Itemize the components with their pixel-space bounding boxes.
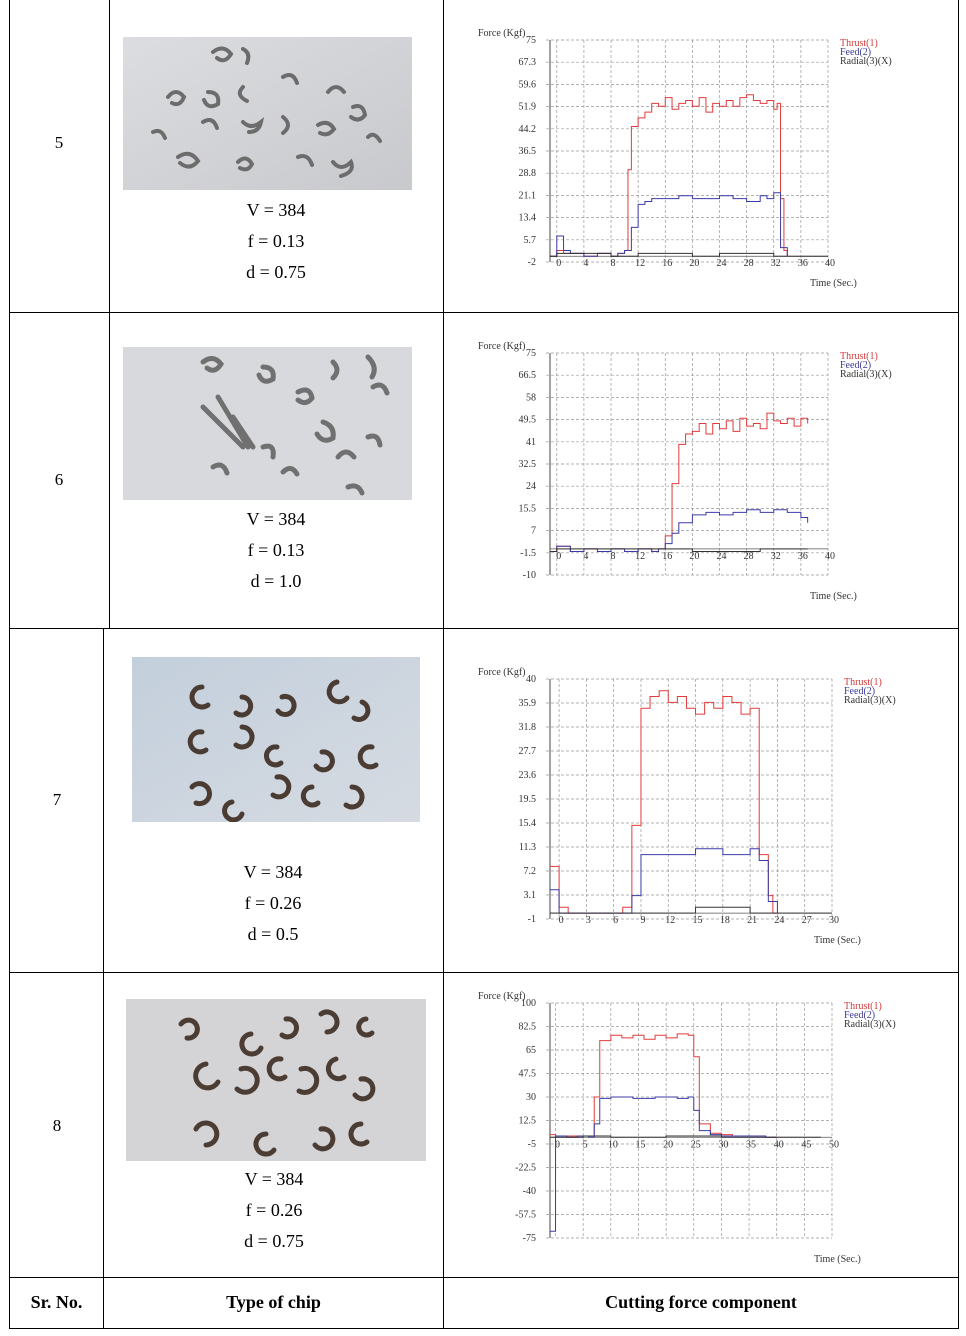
x-tick-label: 18 [719,915,730,927]
y-tick-label: 13.4 [518,212,536,224]
param-depth: d = 0.5 [247,924,299,944]
y-tick-label: 15.5 [518,503,536,515]
chart-svg [478,983,948,1268]
x-tick-label: 15 [692,915,703,927]
chip-photo [123,347,412,500]
chip-photo-image [123,347,412,500]
chart-svg [478,657,948,952]
y-tick-label: -1.5 [520,547,536,559]
col-divider-2 [443,0,444,1328]
y-tick-label: 21.1 [518,190,536,202]
x-tick-label: 6 [613,915,619,927]
cutting-params [173,857,373,950]
x-tick-label: 24 [774,915,785,927]
x-tick-label: 30 [718,1139,729,1151]
y-tick-label: 40 [526,674,536,685]
sr-no-cell: 6 [54,470,64,489]
x-axis-label: Time (Sec.) [810,278,857,289]
row-divider [9,628,959,629]
cutting-force-chart [478,28,948,293]
x-tick-label: 12 [635,258,646,270]
legend-entry: Thrust(1) [844,1001,882,1012]
cutting-force-chart [478,657,948,952]
y-axis-label: Force (Kgf) [478,28,526,39]
sr-no-cell: 8 [52,1116,62,1135]
param-speed: V = 384 [244,1169,304,1189]
sr-no-cell: 7 [52,790,62,809]
y-tick-label: 27.7 [518,746,536,757]
y-tick-label: -1 [527,914,536,925]
row-divider [9,1277,959,1278]
series-line-thrust [550,1034,777,1137]
x-tick-label: 35 [746,1139,757,1151]
legend-entry: Radial(3)(X) [840,56,892,67]
x-axis-label: Time (Sec.) [814,935,861,946]
legend-entry: Radial(3)(X) [844,1019,896,1030]
cutting-params [174,1164,374,1257]
y-axis-label: Force (Kgf) [478,667,526,678]
legend-entry: Feed(2) [844,686,876,697]
x-tick-label: 12 [635,550,646,562]
series-line-thrust [550,691,777,913]
x-tick-label: 20 [689,258,700,270]
legend-entry: Thrust(1) [844,677,882,688]
x-tick-label: 40 [825,258,835,270]
y-tick-label: 23.6 [518,770,536,781]
y-tick-label: 12.5 [518,1115,536,1127]
cutting-params [176,504,376,597]
x-tick-label: 16 [662,258,673,270]
x-tick-label: 9 [640,915,646,927]
x-tick-label: 8 [610,258,616,270]
y-tick-label: 35.9 [518,698,536,709]
chip-photo [132,657,420,822]
param-feed: f = 0.26 [244,893,302,913]
series-line-radial [550,907,832,913]
header-sr-no: Sr. No. [30,1292,83,1312]
x-tick-label: 40 [773,1139,784,1151]
y-tick-label: 30 [526,1092,536,1103]
y-tick-label: 41 [526,436,536,448]
y-tick-label: 75 [526,348,536,359]
x-tick-label: 24 [716,550,727,562]
table-border-bottom [9,1328,959,1329]
x-tick-label: 32 [770,258,781,270]
y-tick-label: 5.7 [523,234,536,246]
y-tick-label: 7 [531,525,536,537]
chip-photo-image [123,37,412,190]
legend-entry: Thrust(1) [840,351,878,362]
x-tick-label: 30 [829,915,839,927]
y-tick-label: 49.5 [518,414,536,426]
y-tick-label: 24 [526,481,536,493]
param-feed: f = 0.26 [245,1200,303,1220]
y-axis-label: Force (Kgf) [478,341,526,352]
sr-no-cell: 5 [54,133,64,152]
header-cutting-force: Cutting force component [605,1292,797,1312]
y-tick-label: 36.5 [518,146,536,157]
x-tick-label: 3 [585,915,591,927]
y-tick-label: -10 [522,570,536,581]
y-tick-label: 47.5 [518,1068,536,1080]
header-type-of-chip: Type of chip [226,1292,321,1312]
y-tick-label: 31.8 [518,722,536,733]
y-tick-label: 65 [526,1045,536,1056]
x-tick-label: 5 [582,1139,588,1151]
x-tick-label: 4 [583,550,589,562]
x-tick-label: 21 [747,915,758,927]
legend-entry: Feed(2) [840,47,872,58]
x-tick-label: 8 [610,550,616,562]
y-tick-label: 75 [526,35,536,46]
series-line-radial [550,549,808,552]
x-tick-label: 12 [665,915,676,927]
y-tick-label: -40 [522,1186,536,1197]
x-tick-label: 20 [663,1139,674,1151]
param-speed: V = 384 [243,862,303,882]
x-tick-label: 45 [801,1139,812,1151]
legend-entry: Feed(2) [840,360,872,371]
cutting-force-chart [478,983,948,1268]
y-tick-label: 3.1 [523,890,536,901]
series-line-thrust [550,95,787,256]
chip-photo-image [132,657,420,822]
y-tick-label: 15.4 [518,818,536,829]
param-depth: d = 1.0 [250,571,302,591]
x-axis-label: Time (Sec.) [814,1254,861,1265]
x-tick-label: 25 [690,1139,701,1151]
chip-photo-image [126,999,426,1161]
y-tick-label: 67.3 [518,57,536,69]
param-feed: f = 0.13 [247,540,305,560]
row-divider [9,312,959,313]
x-tick-label: 4 [583,258,589,270]
x-tick-label: 28 [743,258,754,270]
y-tick-label: -75 [522,1233,536,1244]
y-tick-label: 59.6 [518,79,536,91]
x-tick-label: 40 [825,550,835,562]
row-divider [9,972,959,973]
legend-entry: Radial(3)(X) [840,369,892,380]
y-tick-label: 100 [521,998,536,1009]
series-line-feed [550,849,777,913]
y-tick-label: -2 [527,257,536,268]
chart-svg [478,28,948,293]
x-tick-label: 28 [743,550,754,562]
chart-svg [478,335,948,610]
y-tick-label: -57.5 [515,1209,536,1221]
y-tick-label: 51.9 [518,101,536,113]
col-divider-1 [109,0,110,628]
y-tick-label: 19.5 [518,794,536,805]
series-line-feed [550,1097,777,1231]
x-tick-label: 27 [801,915,812,927]
y-tick-label: 66.5 [518,370,536,382]
y-tick-label: 7.2 [523,866,536,877]
x-tick-label: 50 [829,1139,839,1151]
x-tick-label: 0 [556,550,562,562]
table-border-right [958,0,959,1328]
param-speed: V = 384 [246,200,306,220]
col-divider-1 [103,628,104,1328]
cutting-force-chart [478,335,948,610]
x-tick-label: 36 [797,258,808,270]
param-feed: f = 0.13 [247,231,305,251]
chip-photo [126,999,426,1161]
table-border-left [9,628,10,1328]
legend-entry: Radial(3)(X) [844,695,896,706]
y-tick-label: -22.5 [515,1162,536,1174]
y-tick-label: 28.8 [518,168,536,180]
legend-entry: Feed(2) [844,1010,876,1021]
x-axis-label: Time (Sec.) [810,591,857,602]
y-axis-label: Force (Kgf) [478,991,526,1002]
legend-entry: Thrust(1) [840,38,878,49]
cutting-params [176,195,376,288]
x-tick-label: 0 [555,1139,561,1151]
x-tick-label: 0 [558,915,564,927]
y-tick-label: 58 [526,392,536,404]
y-tick-label: 32.5 [518,459,536,470]
series-line-feed [550,193,787,256]
chip-photo [123,37,412,190]
param-speed: V = 384 [246,509,306,529]
x-tick-label: 10 [607,1139,618,1151]
y-tick-label: -5 [527,1139,536,1150]
y-tick-label: 11.3 [518,842,536,853]
x-tick-label: 32 [770,550,781,562]
x-tick-label: 0 [556,258,562,270]
y-tick-label: 82.5 [518,1021,536,1033]
y-tick-label: 44.2 [518,123,536,135]
param-depth: d = 0.75 [244,1231,304,1251]
x-tick-label: 36 [797,550,808,562]
x-tick-label: 16 [662,550,673,562]
x-tick-label: 15 [635,1139,646,1151]
table-border-left [9,0,10,628]
x-tick-label: 24 [716,258,727,270]
param-depth: d = 0.75 [246,262,306,282]
x-tick-label: 20 [689,550,700,562]
